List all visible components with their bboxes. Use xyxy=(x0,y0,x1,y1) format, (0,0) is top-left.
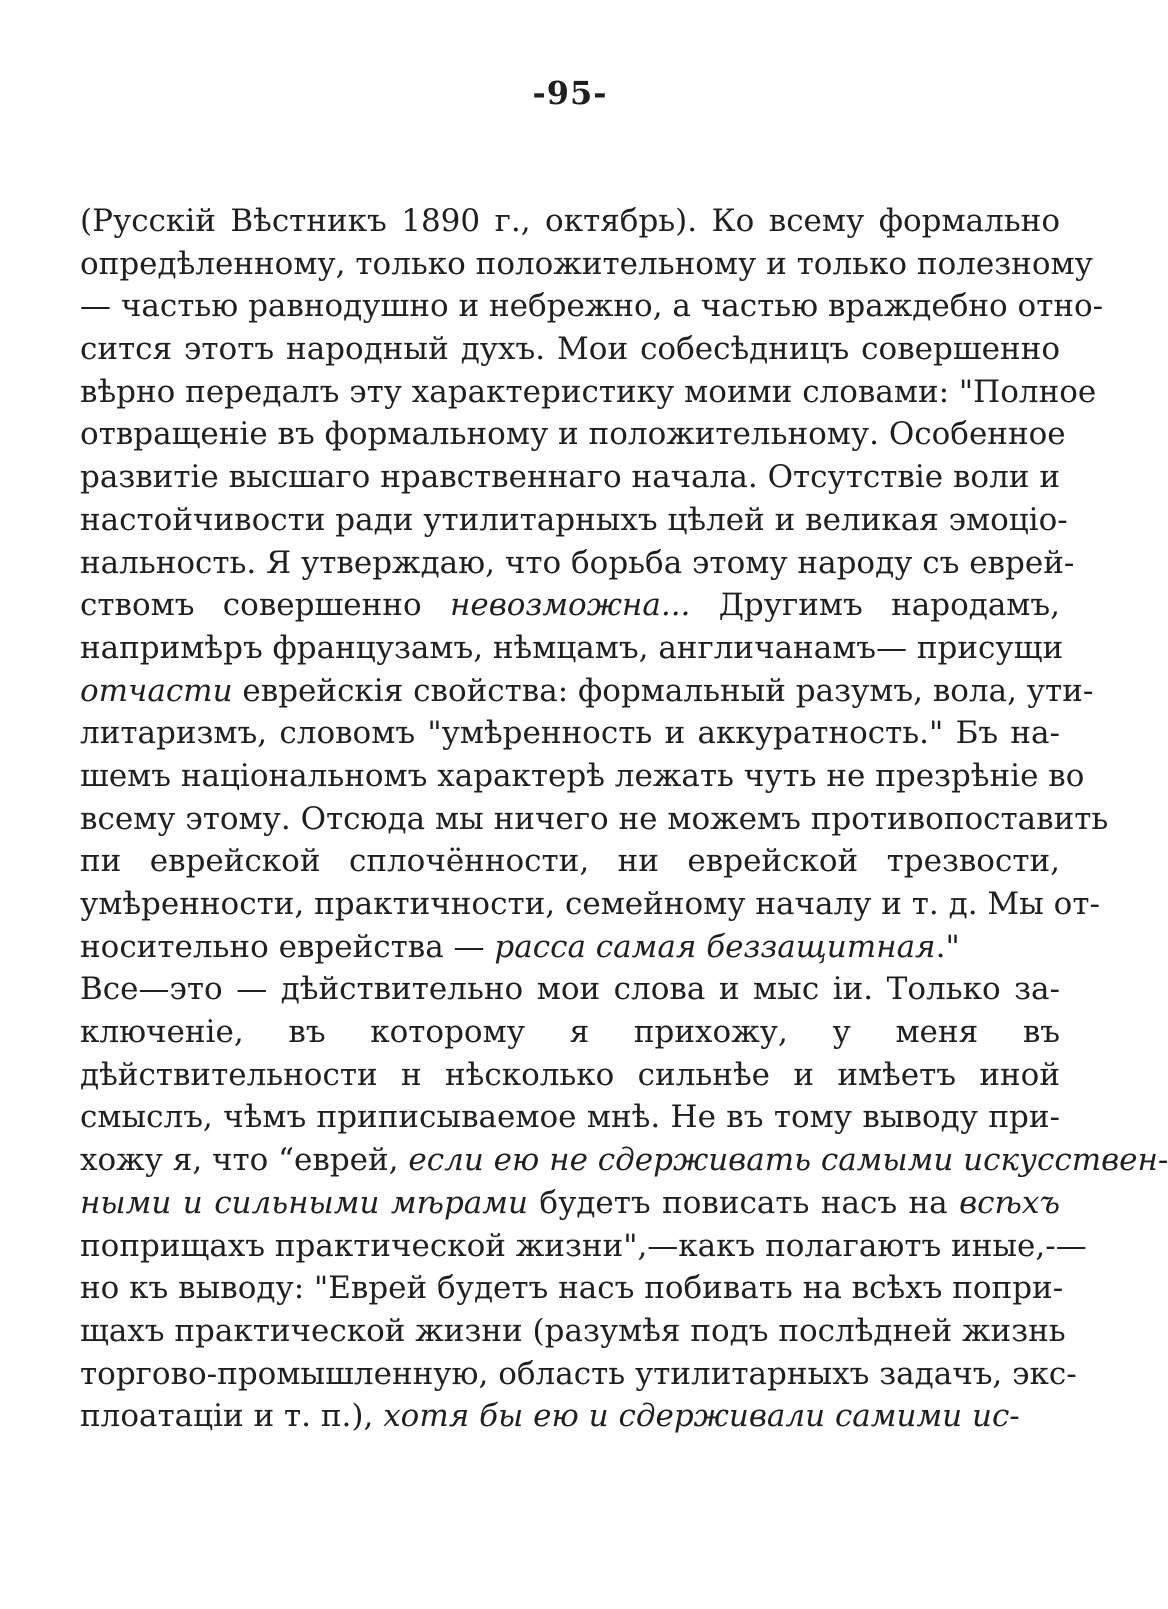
text-run: ." xyxy=(935,928,960,965)
text-line xyxy=(80,670,1094,713)
text-line: дѣйствительности н нѣсколько сильнѣе и имѣетъ иной xyxy=(80,1056,1060,1093)
italic-emphasis: ными и сильными мѣрами xyxy=(80,1184,528,1221)
text-line: — частью равнодушно и небрежно, а частью враждебно отно- xyxy=(80,288,1104,325)
text-line: развитіе высшаго нравственнаго начала. Отсутствіе воли и xyxy=(80,459,1060,496)
text-line xyxy=(80,1139,1168,1182)
text-line: сится этотъ народный духъ. Мои собесѣдницъ совершенно xyxy=(80,331,1060,368)
italic-emphasis: невозможна... xyxy=(449,587,691,624)
italic-emphasis: хотя бы ею и сдерживали самими ис- xyxy=(383,1398,1020,1435)
italic-emphasis: отчасти xyxy=(80,672,233,709)
text-line: настойчивости ради утилитарныхъ цѣлей и великая эмоціо- xyxy=(80,501,1068,538)
text-line xyxy=(80,1182,1060,1225)
italic-emphasis: расса самая беззащитная xyxy=(494,928,936,965)
text-run: Другимъ народамъ, xyxy=(690,587,1060,624)
text-line: торгово-промышленную, область утилитарныхъ задачъ, экс- xyxy=(80,1355,1077,1392)
text-line: ключеніе, въ которому я прихожу, у меня въ xyxy=(80,1014,1060,1051)
text-line: вѣрно передалъ эту характеристику моими словами: "Полное xyxy=(80,373,1097,410)
text-line: поприщахъ практической жизни",—какъ полагаютъ иные,-— xyxy=(80,1227,1087,1264)
text-run: еврейскія свойства: формальный разумъ, вола, ути- xyxy=(232,672,1094,709)
text-line: смыслъ, чѣмъ приписываемое мнѣ. Не въ тому выводу при- xyxy=(80,1099,1060,1136)
italic-emphasis: если ею не сдерживать самыми искусствен- xyxy=(408,1142,1168,1179)
text-run: хожу я, что “еврей, xyxy=(80,1142,409,1179)
text-line: всему этому. Отсюда мы ничего не можемъ противопоставить xyxy=(80,800,1109,837)
text-line: умѣренности, практичности, семейному началу и т. д. Мы от- xyxy=(80,886,1100,922)
text-line: шемъ національномъ характерѣ лежать чуть не презрѣніе во xyxy=(80,757,1085,794)
text-run: ствомъ совершенно xyxy=(80,587,450,624)
text-line: (Русскій Вѣстникъ 1890 г., октябрь). Ко всему формально xyxy=(80,203,1060,239)
italic-emphasis: всѣхъ xyxy=(959,1184,1060,1221)
text-line: но къ выводу: "Еврей будетъ насъ побивать на всѣхъ попри- xyxy=(80,1270,1064,1307)
text-line: напримѣръ французамъ, нѣмцамъ, англичанамъ— присущи xyxy=(80,629,1064,666)
text-line: отвращеніе въ формальному и положительному. Особенное xyxy=(80,416,1066,453)
text-line: нальность. Я утверждаю, что борьба этому народу съ еврей- xyxy=(80,544,1075,581)
page-body-text xyxy=(80,200,1168,1438)
text-line: щахъ практической жизни (разумѣя подъ послѣдней жизнь xyxy=(80,1312,1066,1349)
text-run: носительно еврейства — xyxy=(80,928,495,965)
text-line: литаризмъ, словомъ "умѣренность и аккуратность." Бъ на- xyxy=(80,715,1060,752)
text-line: пи еврейской сплочённости, ни еврейской трезвости, xyxy=(80,843,1060,880)
text-line xyxy=(80,926,1060,969)
text-run: будетъ повисать насъ на xyxy=(527,1184,960,1221)
text-run: плоатаціи и т. п.), xyxy=(80,1398,384,1435)
text-line: Все—это — дѣйствительно мои слова и мыс іи. Только за- xyxy=(80,971,1060,1008)
text-line xyxy=(80,584,1060,627)
text-line xyxy=(80,1395,1060,1438)
text-line: опредѣленному, только положительному и только полезному xyxy=(80,245,1093,282)
page-number: -95- xyxy=(532,74,608,112)
